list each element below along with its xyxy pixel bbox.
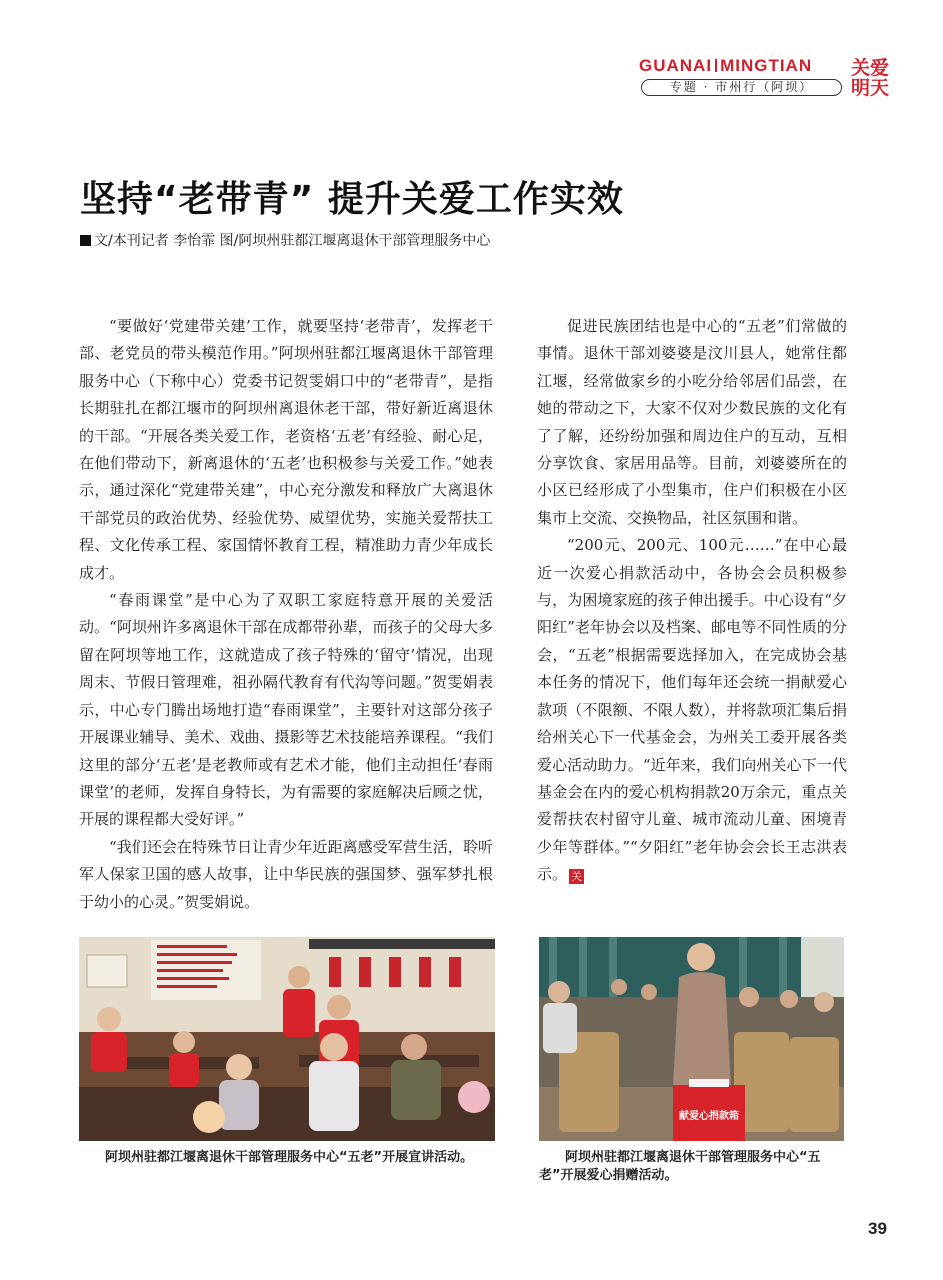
paragraph: “我们还会在特殊节日让青少年近距离感受军营生活，聆听军人保家卫国的感人故事，让中华民族的强国梦、强军梦扎根于幼小的心灵。”贺雯娟说。 [79, 837, 493, 911]
paragraph: “要做好‘党建带关建’工作，就要坚持‘老带青’，发挥老干部、老党员的带头模范作用。”阿坝州驻都江堰离退休干部管理服务中心（下称中心）党委书记贺雯娟口中的“老带青”，是指长期驻扎在都江堰市的阿坝州离退休老干部，带好新近离退休的干部。“开展各类关爱工作，老资格‘五老’有经验、耐心足，在他们带动下，新离退休的‘五老’也积极参与关爱工作。”她表示，通过深化“党建带关建”，中心充分激发和释放广大离退休干部党员的政治优势、经验优势、威望优势，实施关爱帮扶工程、文化传承工程、家国情怀教育工程，精准助力青少年成长成才。 [79, 317, 493, 582]
body-column-left [79, 313, 493, 916]
photo-lecture-activity [79, 937, 495, 1141]
photo-donation-activity [539, 937, 844, 1141]
photo-lecture-illustration [79, 937, 495, 1141]
body-column-right [537, 313, 847, 889]
photo-caption-left: 阿坝州驻都江堰离退休干部管理服务中心“五老”开展宣讲活动。 [105, 1150, 474, 1165]
section-topic: 专题 · 市州行（阿坝） [641, 79, 842, 96]
paragraph [537, 532, 847, 888]
paragraph: “春雨课堂”是中心为了双职工家庭特意开展的关爱活动。“阿坝州许多离退休干部在成都带孙辈，而孩子的父母大多留在阿坝等地工作，这就造成了孩子特殊的‘留守’情况，出现周末、节假日管理难，祖孙隔代教育有代沟等问题。”贺雯娟表示，中心专门腾出场地打造“春雨课堂”，主要针对这部分孩子开展课业辅导、美术、戏曲、摄影等艺术技能培养课程。“我们这里的部分‘五老’是老教师或有艺术才能，他们主动担任‘春雨课堂’的老师，发挥自身特长，为有需要的家庭解决后顾之忧，开展的课程都大受好评。” [79, 591, 493, 829]
byline-square-icon [80, 235, 91, 246]
photo-caption-right: 阿坝州驻都江堰离退休干部管理服务中心“五老”开展爱心捐赠活动。 [539, 1150, 821, 1183]
article-end-mark-icon: 关 [571, 870, 583, 884]
magazine-brand [639, 56, 843, 76]
logo-line-1: 关爱 [851, 57, 890, 79]
donation-box-label: 献爱心捐款箱 [679, 1111, 739, 1122]
photo-donation-illustration [539, 937, 844, 1141]
brand-separator [715, 59, 717, 72]
byline-text: 文/本刊记者 李怡霏 图/阿坝州驻都江堰离退休干部管理服务中心 [94, 233, 491, 249]
article-title: 坚持“老带青” 提升关爱工作实效 [80, 179, 624, 220]
page-number: 39 [868, 1219, 887, 1238]
article-byline [80, 231, 680, 251]
brand-right: MINGTIAN [720, 56, 813, 75]
paragraph: 促进民族团结也是中心的“五老”们常做的事情。退休干部刘婆婆是汶川县人，她常住都江堰，经常做家乡的小吃分给邻居们品尝，在她的带动之下，大家不仅对少数民族的文化有了了解，还纷纷加强和周边住户的互动，互相分享饮食、家居用品等。目前，刘婆婆所在的小区已经形成了小型集市，住户们积极在小区集市上交流、交换物品，社区氛围和谐。 [537, 317, 847, 527]
brand-left: GUANAI [639, 56, 713, 75]
logo-line-2: 明天 [851, 77, 890, 99]
paragraph-text: “200元、200元、100元……”在中心最近一次爱心捐款活动中，各协会会员积极参与，为困境家庭的孩子伸出援手。中心设有“夕阳红”老年协会以及档案、邮电等不同性质的分会，“五老”根据需要选择加入，在完成协会基本任务的情况下，他们每年还会统一捐献爱心款项（不限额、不限人数），并将款项汇集后捐给州关心下一代基金会，为州关工委开展各类爱心活动助力。“近年来，我们向州关心下一代基金会在内的爱心机构捐款20万余元，重点关爱帮扶农村留守儿童、城市流动儿童、困境青少年等群体。”“夕阳红”老年协会会长王志洪表示。 [537, 536, 847, 884]
magazine-logo [851, 58, 891, 98]
